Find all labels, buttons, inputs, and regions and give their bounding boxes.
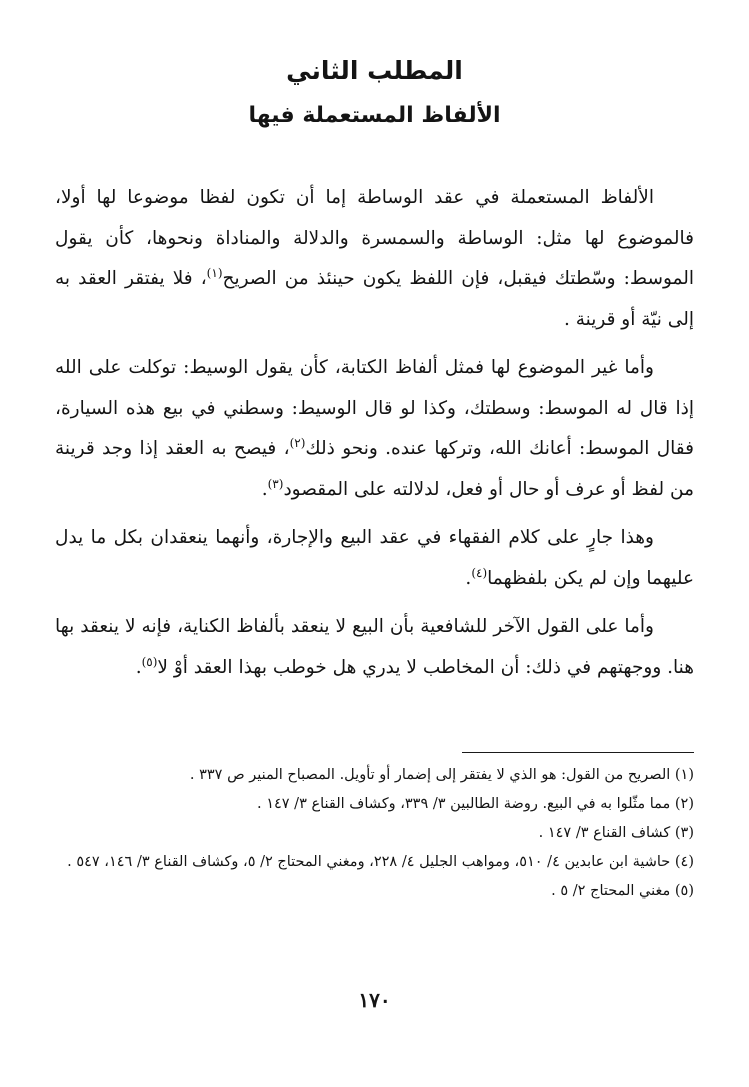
section-subtitle: الألفاظ المستعملة فيها [248,103,501,128]
footnote-4: (٤) حاشية ابن عابدين ٤/ ٥١٠، ومواهب الجليل ٤/ ٢٢٨، ومغني المحتاج ٢/ ٥، وكشاف القناع ٣/ ١٤٦، ٥٤٧ . [67,854,694,870]
main-text [55,178,694,696]
footnote-1: (١) الصريح من القول: هو الذي لا يفتقر إلى إضمار أو تأويل. المصباح المنير ص ٣٣٧ . [189,767,694,783]
paragraph-3: وهذا جارٍ على كلام الفقهاء في عقد البيع والإجارة، وأنهما ينعقدان بكل ما يدل عليهما وإن لم يكن بلفظهما$^{(٤)}$. [55,527,694,589]
footnote-ref-4: (٤) [471,565,488,580]
paragraph-2: وأما غير الموضوع لها فمثل ألفاظ الكتابة، كأن يقول الوسيط: توكلت على الله إذا قال له الموسط: وسطتك، وكذا لو قال الوسيط: وسطني في بيع هذه السيارة، فقال الموسط: أعانك الله، وتركها عنده. ونحو ذلك$^{(٢)}$، فيصح به العقد إذا وجد قرينة من لفظ أو عرف أو حال أو فعل، لدلالته على المقصود$^{(٣)}$. [55,357,694,500]
footnote-ref-2: (٢) [289,435,306,450]
page-number: ١٧٠ [358,988,391,1012]
section-title: المطلب الثاني [286,56,463,85]
paragraph-1: الألفاظ المستعملة في عقد الوساطة إما أن تكون لفظا موضوعا لها أولا، فالموضوع لها مثل: الوساطة والسمسرة والدلالة والمناداة ونحوها، كأن يقول الموسط: وسّطتك فيقبل، فإن اللفظ يكون حينئذ من الصريح$^{(١)}$، فلا يفتقر العقد به إلى نيّة أو قرينة . [55,187,694,330]
footnote-5: (٥) مغني المحتاج ٢/ ٥ . [551,883,694,899]
paragraph-4: وأما على القول الآخر للشافعية بأن البيع لا ينعقد بألفاظ الكناية، فإنه لا ينعقد بها هنا. ووجهتهم في ذلك: أن المخاطب لا يدري هل خوطب بهذا العقد أوْ لا$^{(٥)}$. [55,616,694,678]
footnote-2: (٢) مما مثّلوا به في البيع. روضة الطالبين ٣/ ٣٣٩، وكشاف القناع ٣/ ١٤٧ . [256,796,694,812]
footnote-ref-1: (١) [206,265,223,280]
footnote-ref-3: (٣) [267,476,284,491]
footnote-3: (٣) كشاف القناع ٣/ ١٤٧ . [538,825,694,841]
footnote-ref-5: (٥) [141,654,158,669]
footnotes-list [55,762,694,907]
footnote-separator [462,752,694,753]
